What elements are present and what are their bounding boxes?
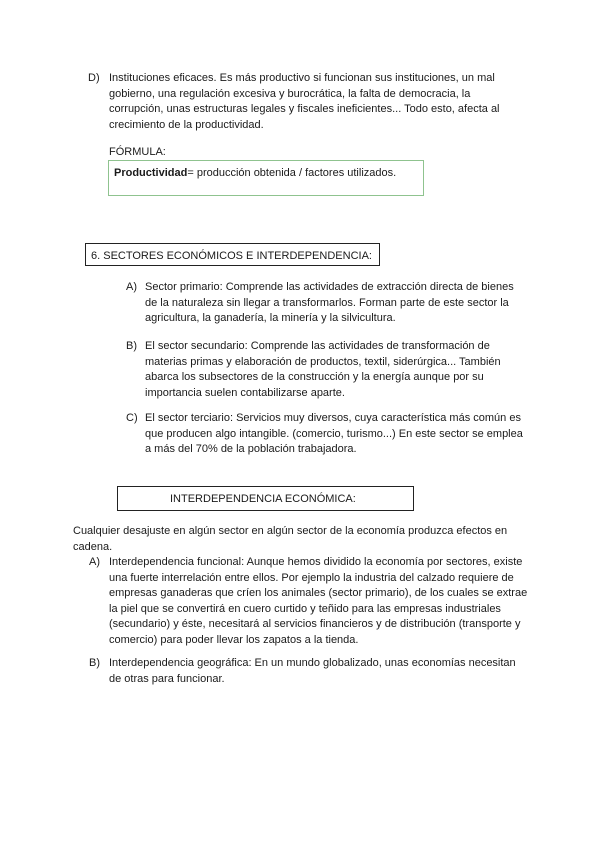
formula-term: Productividad xyxy=(114,167,188,179)
section-d-text: Instituciones eficaces. Es más productivo si funcionan sus instituciones, un mal gobierno, una regulación excesiva y burocrática, la falta de democracia, la corrupción, unas estructuras legales y fiscales ineficientes... Todo esto, afecta al crecimiento de la productividad. xyxy=(109,72,500,131)
formula-definition: = producción obtenida / factores utilizados. xyxy=(187,167,397,179)
section-6-heading: 6. SECTORES ECONÓMICOS E INTERDEPENDENCIA: xyxy=(91,250,372,262)
sector-terciario-text: El sector terciario: Servicios muy diversos, cuya característica más común es que producen algo intangible. (comercio, turismo...) En este sector se emplea a más del 70% de la población trabajadora. xyxy=(145,412,523,456)
interdependencia-funcional-text: Interdependencia funcional: Aunque hemos dividido la economía por sectores, existe una fuerte interrelación entre ellos. Por ejemplo la industria del calzado requiere de empresas ganaderas que críen los animales (sector primario), de los cuales se extrae la piel que se convertirá en cuero curtido y teñido para las empresas industriales (secundario) y éste, necesitará al servicios financieros y de distribución (transporte y comercio) para poder llevar los zapatos a la tienda. xyxy=(109,556,528,646)
formula-box xyxy=(108,160,424,196)
sector-primario-text: Sector primario: Comprende las actividades de extracción directa de bienes de la naturaleza sin llegar a transformarlos. Forman parte de este sector la agricultura, la ganadería, la minería y la silvicultura. xyxy=(145,281,514,325)
list-marker-b: B) xyxy=(89,657,100,669)
formula-label: FÓRMULA: xyxy=(109,146,166,158)
interdependencia-heading-box xyxy=(117,486,414,511)
section-6-heading-box xyxy=(85,243,380,266)
list-marker-d: D) xyxy=(88,72,100,84)
list-marker-a: A) xyxy=(89,556,100,568)
interdependencia-heading: INTERDEPENDENCIA ECONÓMICA: xyxy=(170,493,356,505)
list-marker-b: B) xyxy=(126,340,137,352)
interdependencia-intro: Cualquier desajuste en algún sector en algún sector de la economía produzca efectos en cadena. xyxy=(73,525,508,553)
interdependencia-geografica-text: Interdependencia geográfica: En un mundo globalizado, unas economías necesitan de otras para funcionar. xyxy=(109,657,516,685)
sector-secundario-text: El sector secundario: Comprende las actividades de transformación de materias primas y elaboración de productos, textil, siderúrgica... También abarca los subsectores de la construcción y la energía aunque por su importancia suelen contabilizarse aparte. xyxy=(145,340,501,399)
formula-text xyxy=(114,166,396,181)
list-marker-c: C) xyxy=(126,412,138,424)
list-marker-a: A) xyxy=(126,281,137,293)
